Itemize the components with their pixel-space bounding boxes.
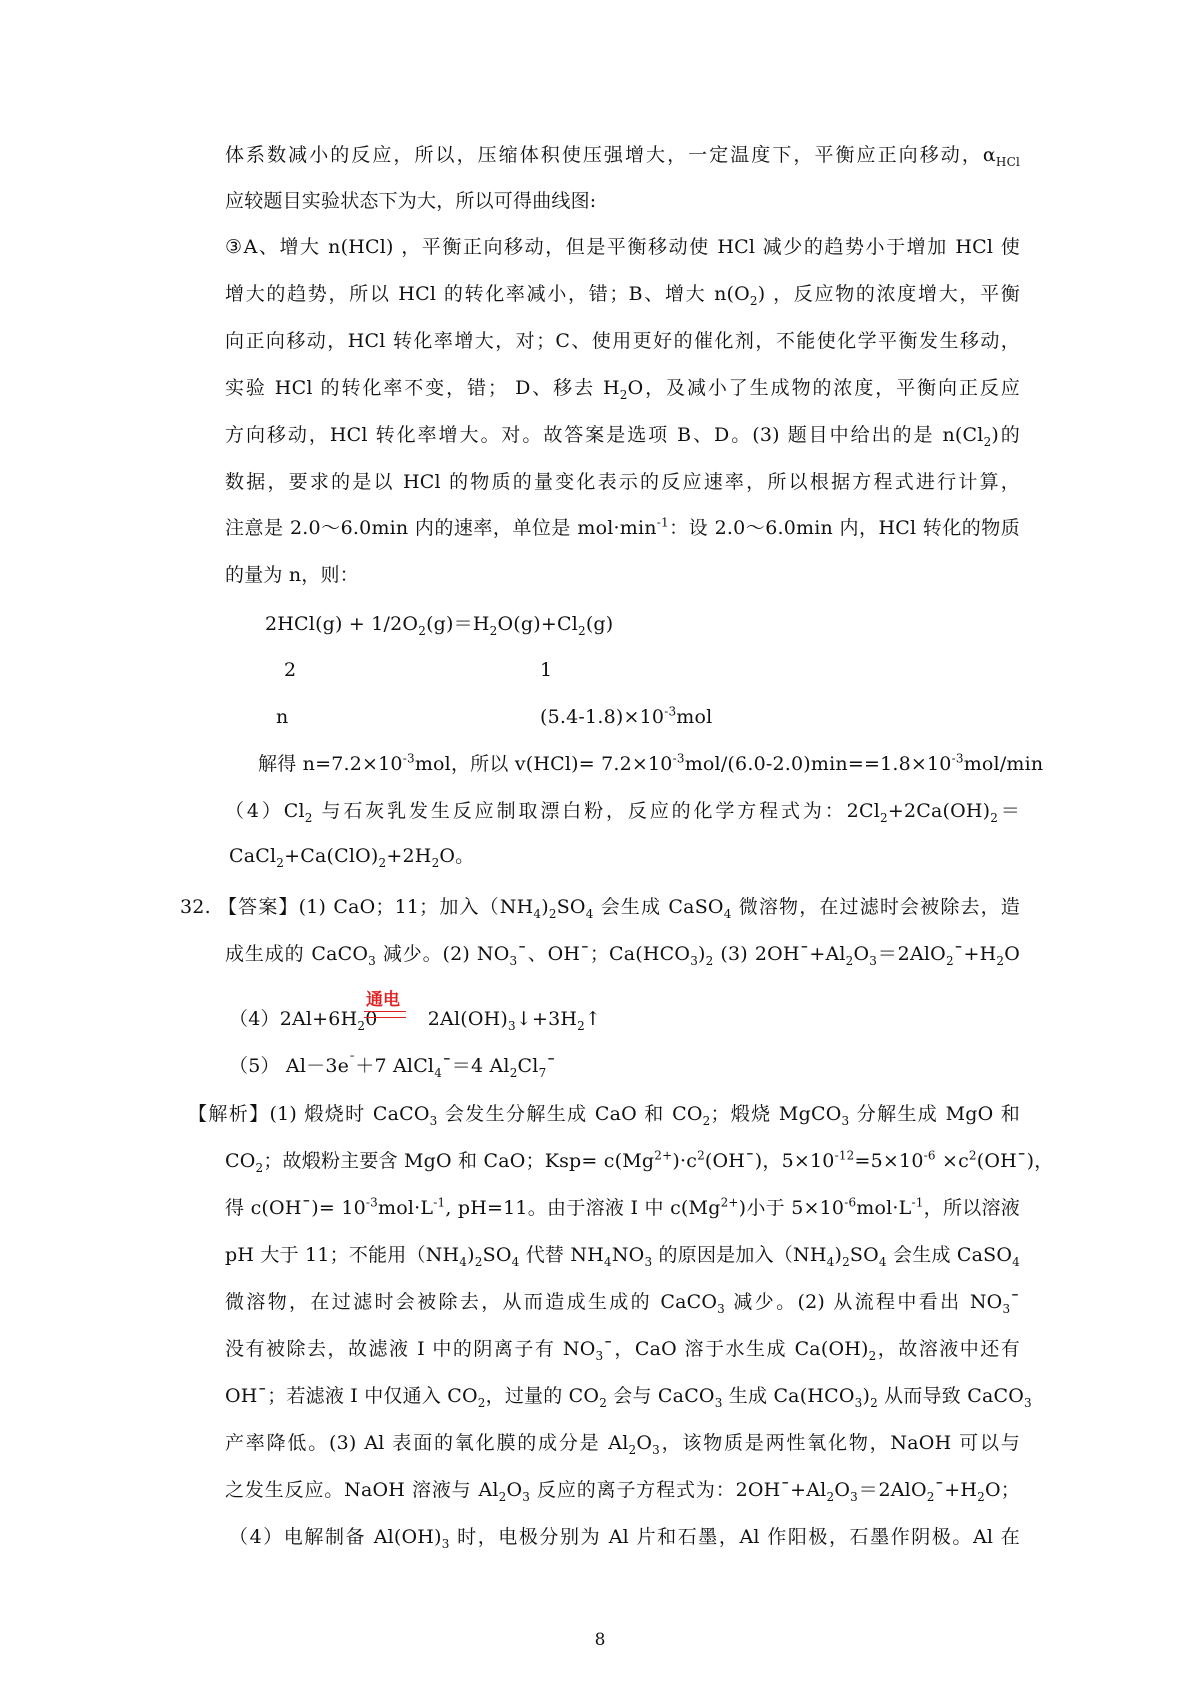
solution-line: 解得 $n=7.2\times 10^{-3}mol$，所以 $v(HCl)= 7.2\times 10^{-3}mol/(6.0-2.0)\min==1.8\times 10^{-3}mol/\min$ xyxy=(258,751,1044,775)
text-line: 向正向移动，HCl 转化率增大，对；C、使用更好的催化剂，不能使化学平衡发生移动， xyxy=(225,330,1020,352)
variable-right: $(5.4-1.8)\times 10^{-3}mol$ xyxy=(540,704,713,728)
answer-line: （5） Al－3e¯＋7 AlCl$_4$¯＝4 $Al_2Cl_7¯$ xyxy=(229,1053,557,1080)
text-line: 应较题目实验状态下为大，所以可得曲线图: xyxy=(225,190,597,212)
text-line: 增大的趋势，所以 HCl 的转化率减小，错；B、增大 $n(O_2)$ ，反应物的浓度增大，平衡 xyxy=(225,283,1020,308)
analysis-line: 之发生反应。NaOH 溶液与 $Al_2O_3$ 反应的离子方程式为：$2OH¯+Al_2O_3=2AlO_2¯+H_2O$； xyxy=(225,1479,1020,1504)
reaction-arrow xyxy=(364,1011,406,1018)
analysis-line: 产率降低。(3) Al 表面的氧化膜的成分是 $Al_2O_3$，该物质是两性氧化物，NaOH 可以与 xyxy=(225,1432,1020,1457)
analysis-line: 没有被除去，故滤液 I 中的阴离子有 $NO_3¯$，CaO 溶于水生成 $Ca(OH)_2$，故溶液中还有 xyxy=(225,1338,1020,1363)
coefficient-right: 1 xyxy=(540,659,553,681)
text-line: 体系数减小的反应，所以，压缩体积使压强增大，一定温度下，平衡应正向移动，$\alpha_{HCl}$ xyxy=(225,144,1020,169)
analysis-line: pH 大于 11；不能用$(NH_4)_2SO_4$ 代替 $NH_4NO_3$ 的原因是加入$(NH_4)_2SO_4$ 会生成 CaSO$_4$ xyxy=(225,1244,1021,1269)
analysis-line: （4）电解制备 $Al(OH)_3$ 时，电极分别为 Al 片和石墨，Al 作阳极，石墨作阴极。Al 在 xyxy=(229,1526,1020,1551)
answer-line: 32. 【答案】(1) CaO；11；加入$(NH_4)_2SO_4$ 会生成 CaSO$_4$ 微溶物，在过滤时会被除去，造 xyxy=(180,896,1020,921)
chemical-equation: $2HCl(g) + 1/2O_2(g)=H_2O(g)+Cl_2(g)$ xyxy=(265,613,614,638)
answer-line: 成生成的 CaCO$_3$ 减少。(2) $NO_3¯$、OH¯；$Ca(HCO_3)_2$ (3) $2OH¯+Al_2O_3=2AlO_2¯+H_2O$ xyxy=(225,943,1020,968)
analysis-line: 【解析】(1) 煅烧时 CaCO$_3$ 会发生分解生成 CaO 和 $CO_2$；煅烧 MgCO$_3$ 分解生成 MgO 和 xyxy=(188,1103,1020,1128)
text-line: 实验 HCl 的转化率不变，错； D、移去 $H_2O$，及减小了生成物的浓度，平衡向正反应 xyxy=(225,377,1020,402)
text-line: 的量为 n，则： xyxy=(225,564,359,586)
analysis-line: OH¯；若滤液 I 中仅通入 $CO_2$，过量的 $CO_2$ 会与 CaCO$_3$ 生成 $Ca(HCO_3)_2$ 从而导致 CaCO$_3$ xyxy=(225,1385,1032,1410)
text-line: 方向移动，HCl 转化率增大。对。故答案是选项 B、D。(3) 题目中给出的是 $n(Cl_2)$的 xyxy=(225,424,1020,449)
text-line: 注意是 2.0～6.0min 内的速率，单位是 $mol\cdot\min^{-1}$：设 2.0～6.0min 内，HCl 转化的物质 xyxy=(225,515,1020,539)
text-line: 数据，要求的是以 HCl 的物质的量变化表示的反应速率，所以根据方程式进行计算， xyxy=(225,471,1020,493)
analysis-line: 得 c(OH¯)= $10^{-3}mol\cdot L^{-1}$, pH=11。由于溶液 I 中 $c(Mg^{2+})$小于 $5\times 10^{-6}mol\cdot L^{-1}$，所以溶液 xyxy=(225,1195,1020,1219)
answer-line: $(4)2Al+6H_20$ $2Al(OH)_3↓+3H_2↑$ xyxy=(229,1008,602,1033)
coefficient-left: 2 xyxy=(284,659,297,681)
analysis-line: $CO_2$；故煅粉主要含 MgO 和 CaO；$Ksp= c(Mg^{2+})\cdot c^2(OH¯)$，$5\times 10^{-12}=5\times 10^{-6}$ $\times c^2(OH¯)$， xyxy=(225,1148,1054,1175)
text-line: $CaCl_2+Ca(ClO)_2+2H_2O$。 xyxy=(229,845,475,870)
text-line: $(4)Cl_2$ 与石灰乳发生反应制取漂白粉，反应的化学方程式为：$2Cl_2+2Ca(OH)_2=$ xyxy=(225,800,1021,825)
text-line: ③A、增大 n(HCl) ，平衡正向移动，但是平衡移动使 HCl 减少的趋势小于增加 HCl 使 xyxy=(225,236,1020,258)
page-number: 8 xyxy=(594,1630,606,1650)
electrolysis-label: 通电 xyxy=(366,990,400,1010)
analysis-line: 微溶物，在过滤时会被除去，从而造成生成的 CaCO$_3$ 减少。(2) 从流程中看出 $NO_3¯$ xyxy=(225,1291,1020,1316)
variable-left: n xyxy=(276,706,289,728)
